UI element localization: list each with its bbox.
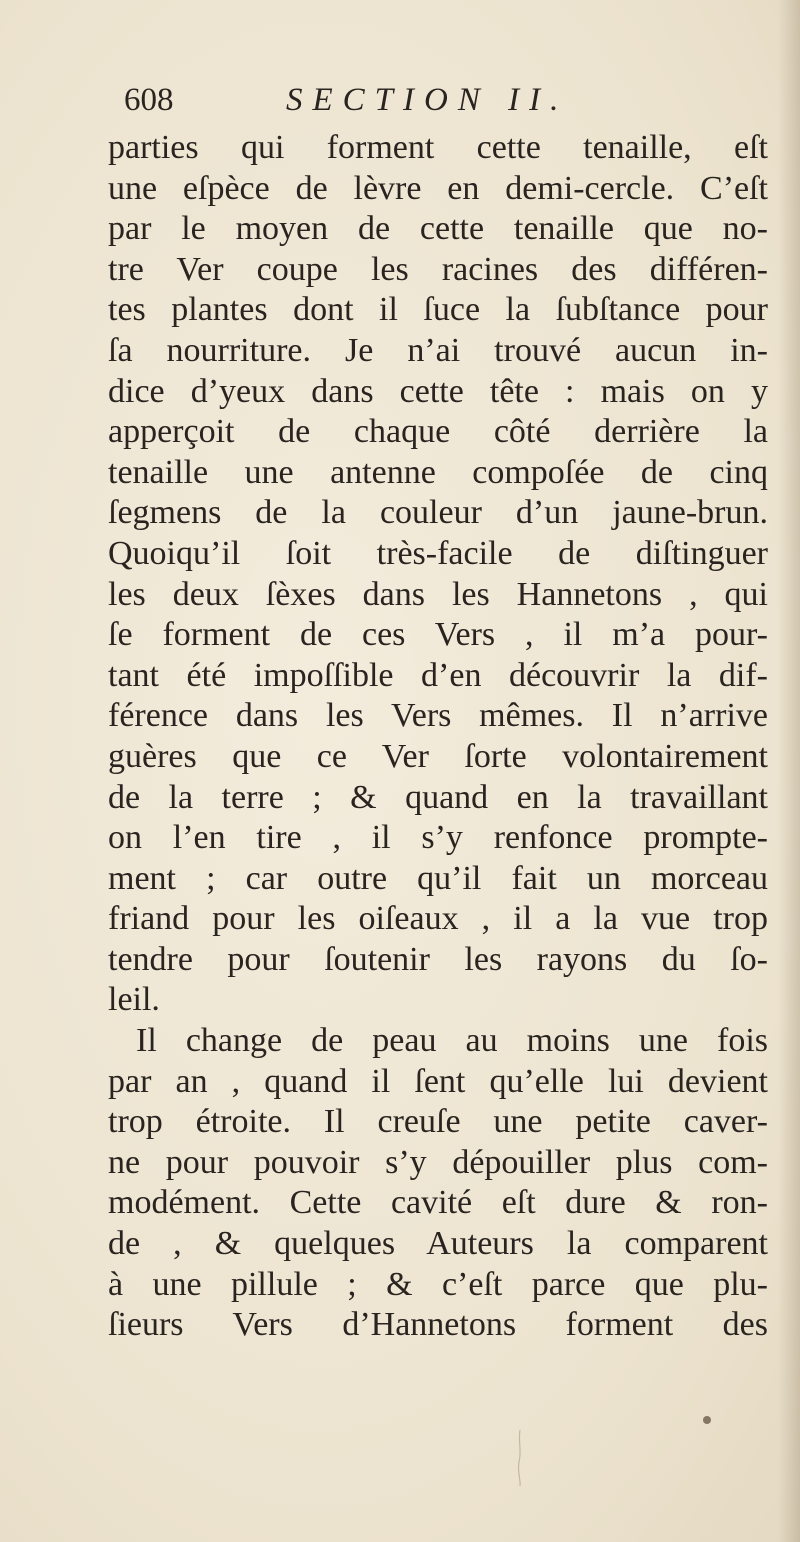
text-line: apperçoit de chaque côté derrière la	[108, 413, 768, 451]
text-line: de , & quelques Auteurs la comparent	[108, 1225, 768, 1263]
text-line: guères que ce Ver ſorte volontairement	[108, 737, 768, 775]
paragraph-1	[108, 128, 768, 1021]
text-line: on l’en tire , il s’y renfonce prompte-	[108, 819, 768, 857]
text-line: les deux ſèxes dans les Hannetons , qui	[108, 575, 768, 613]
page-header	[124, 82, 764, 126]
text-line: tendre pour ſoutenir les rayons du ſo-	[108, 940, 768, 978]
text-line: une eſpèce de lèvre en demi-cercle. C’eſt	[108, 169, 768, 207]
text-line: de la terre ; & quand en la travaillant	[108, 778, 768, 816]
page-edge-shadow	[778, 0, 800, 1542]
text-line: ſa nourriture. Je n’ai trouvé aucun in-	[108, 331, 768, 369]
text-line: parties qui forment cette tenaille, eſt	[108, 129, 768, 166]
ink-dot	[703, 1416, 711, 1424]
text-line: tenaille une antenne compoſée de cinq	[108, 453, 768, 491]
text-line: trop étroite. Il creuſe une petite caver-	[108, 1103, 768, 1141]
text-line: ſegmens de la couleur d’un jaune-brun.	[108, 494, 768, 532]
text-line: ment ; car outre qu’il fait un morceau	[108, 859, 768, 897]
text-line: férence dans les Vers mêmes. Il n’arrive	[108, 697, 768, 735]
body-text	[108, 128, 768, 1346]
text-line: leil.	[108, 981, 160, 1019]
text-line: friand pour les oiſeaux , il a la vue trop	[108, 900, 768, 938]
text-line: tes plantes dont il ſuce la ſubſtance pour	[108, 291, 768, 329]
text-line: par an , quand il ſent qu’elle lui devient	[108, 1062, 768, 1100]
text-line: ſieurs Vers d’Hannetons forment des	[108, 1306, 768, 1344]
text-line: dice d’yeux dans cette tête : mais on y	[108, 372, 768, 410]
text-line: tant été impoſſible d’en découvrir la dif-	[108, 656, 768, 694]
page-number: 608	[124, 82, 174, 118]
text-line: Il change de peau au moins une fois	[136, 1022, 768, 1060]
text-line: tre Ver coupe les racines des différen-	[108, 250, 768, 288]
text-line: ſe forment de ces Vers , il m’a pour-	[108, 616, 768, 654]
text-line: Quoiqu’il ſoit très-facile de diſtinguer	[108, 534, 768, 572]
text-line: modément. Cette cavité eſt dure & ron-	[108, 1184, 768, 1222]
text-line: à une pillule ; & c’eſt parce que plu-	[108, 1265, 768, 1303]
paragraph-2	[108, 1021, 768, 1346]
text-line: par le moyen de cette tenaille que no-	[108, 210, 768, 248]
ink-smudge	[512, 1428, 528, 1488]
text-line: ne pour pouvoir s’y dépouiller plus com-	[108, 1143, 768, 1181]
running-title: SECTION II.	[286, 82, 569, 118]
